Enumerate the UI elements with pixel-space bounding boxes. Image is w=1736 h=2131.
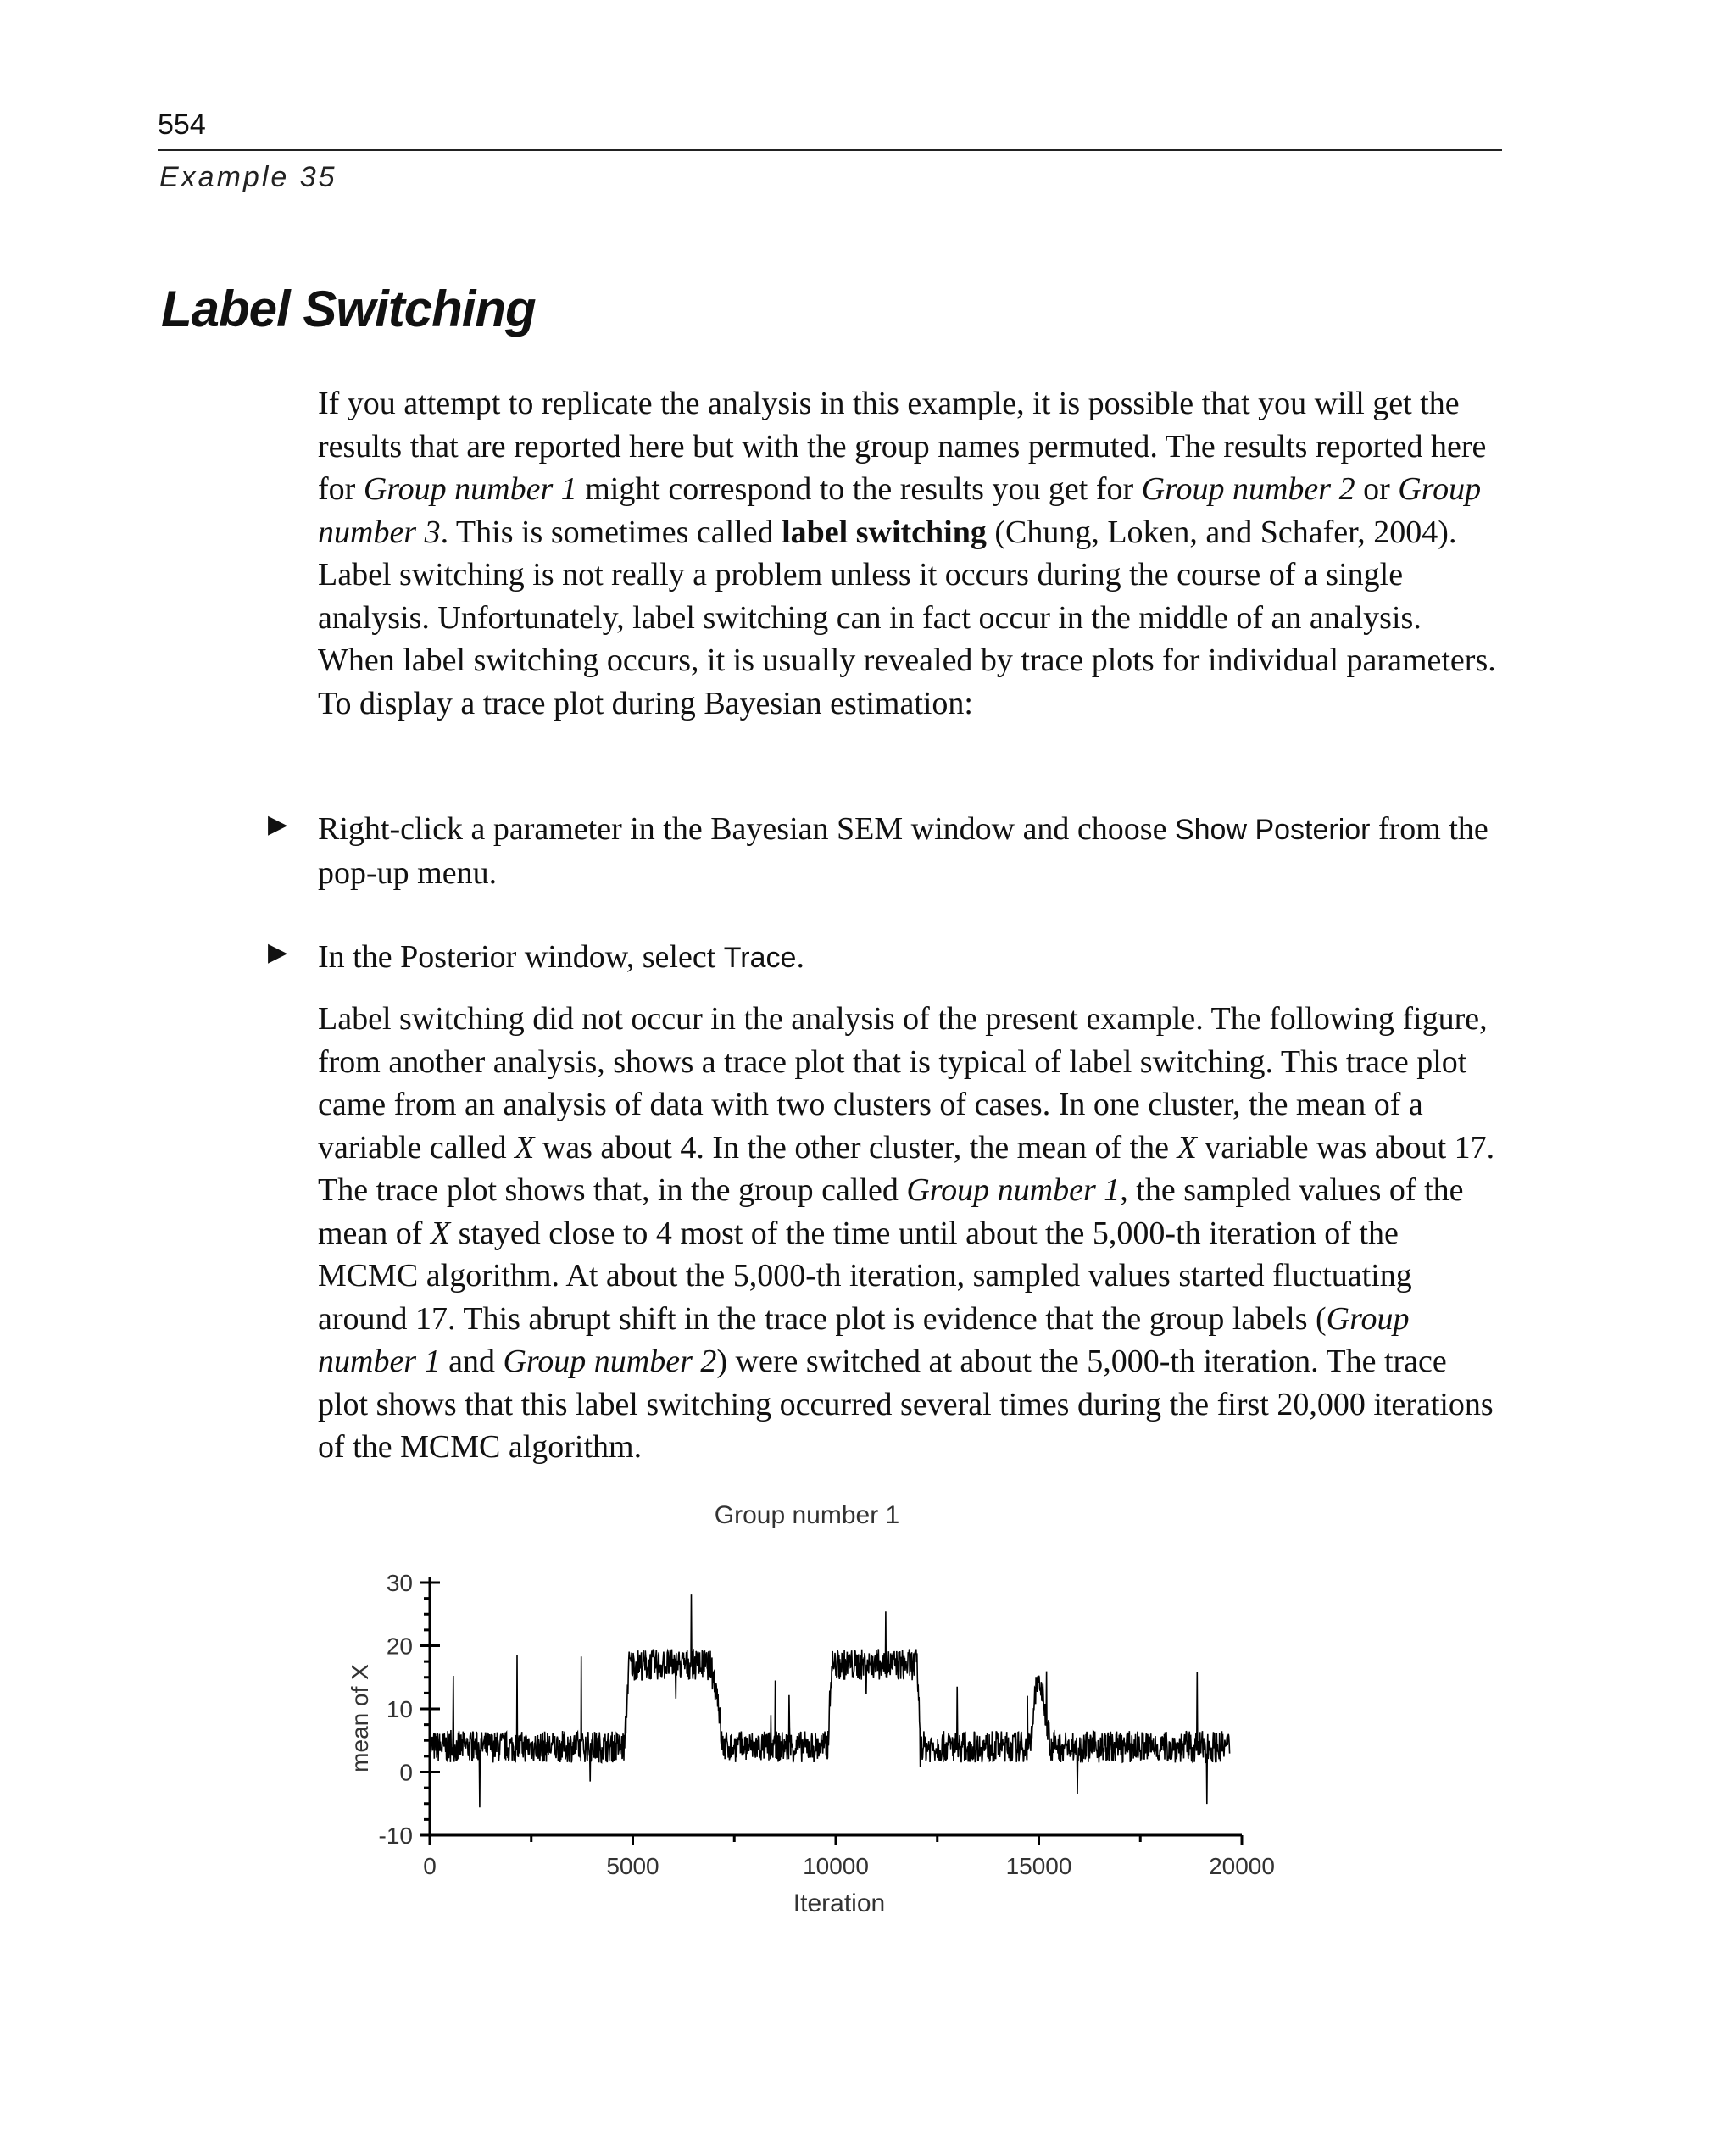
y-tick-label: 30 — [386, 1570, 413, 1596]
text-run: or — [1355, 471, 1399, 507]
ticks — [379, 1570, 1275, 1879]
text-run: . — [796, 939, 804, 975]
text-run: . This is sometimes called — [440, 514, 782, 550]
italic-term: Group number 2 — [503, 1344, 717, 1379]
text-run: might correspond to the results you get for — [576, 471, 1142, 507]
text-run: If you attempt to replicate the analysis in this example, it is possible that you will get the results that are reported here but with the group names permuted. The results reported here for — [318, 386, 1487, 507]
x-tick-label: 10000 — [803, 1853, 869, 1879]
page-number: 554 — [158, 108, 206, 141]
italic-term: Group number 3 — [318, 471, 1482, 550]
text-run: from the pop-up menu. — [318, 811, 1488, 891]
y-tick-label: -10 — [378, 1822, 413, 1849]
text-run: was about 4. In the other cluster, the mean of the — [534, 1129, 1177, 1166]
chart-title: Group number 1 — [714, 1501, 900, 1529]
bold-term: label switching — [782, 514, 987, 550]
bullet-text — [318, 936, 1505, 980]
ui-term: Trace — [723, 942, 797, 974]
trace-plot-chart — [322, 1488, 1288, 1945]
text-run: and — [440, 1344, 504, 1379]
paragraph-explanation — [318, 998, 1505, 1469]
axes — [430, 1577, 1242, 1835]
running-header: Example 35 — [159, 161, 337, 193]
text-run: Label switching did not occur in the analysis of the present example. The following figure, from another analysis, shows a trace plot that is typical of label switching. This trace plot came from an analysis of data with two clusters of cases. In one cluster, the mean of a variable called — [318, 1001, 1488, 1166]
header-rule — [158, 149, 1502, 151]
section-title: Label Switching — [161, 281, 536, 337]
text-run: , the sampled values of the mean of — [318, 1172, 1464, 1251]
x-tick-label: 20000 — [1209, 1853, 1275, 1879]
trace-series-line — [430, 1594, 1230, 1807]
bullet-arrow-icon: ▶ — [268, 938, 288, 967]
y-tick-label: 20 — [386, 1633, 413, 1660]
italic-term: X — [430, 1215, 451, 1251]
x-tick-label: 0 — [423, 1853, 437, 1879]
x-tick-label: 15000 — [1005, 1853, 1072, 1879]
bullet-text — [318, 808, 1505, 894]
italic-term: Group number 1 — [363, 471, 577, 507]
ui-term: Show Posterior — [1174, 814, 1371, 846]
y-tick-label: 0 — [399, 1759, 413, 1786]
y-tick-label: 10 — [386, 1696, 413, 1722]
bullet-arrow-icon: ▶ — [268, 810, 288, 839]
text-run: (Chung, Loken, and Schafer, 2004). Label switching is not really a problem unless it occurs during the course of a single analysis. Unfortunately, label switching can in fact occur in the middle of an analysis. When label switching occurs, it is usually revealed by trace plots for individual parameters. To display a trace plot during Bayesian estimation: — [318, 514, 1496, 721]
y-axis-label: mean of X — [347, 1664, 373, 1772]
italic-term: Group number 1 — [906, 1172, 1121, 1208]
italic-term: Group number 1 — [318, 1300, 1410, 1379]
text-run: In the Posterior window, select — [318, 939, 724, 975]
x-axis-label: Iteration — [793, 1889, 886, 1917]
italic-term: Group number 2 — [1141, 471, 1355, 507]
x-tick-label: 5000 — [606, 1853, 659, 1879]
italic-term: X — [1177, 1129, 1197, 1166]
paragraph-intro — [318, 382, 1505, 725]
text-run: stayed close to 4 most of the time until about the 5,000-th iteration of the MCMC algorithm. At about the 5,000-th iteration, sampled values started fluctuating around 17. This abrupt shift in the trace plot is evidence that the group labels ( — [318, 1215, 1412, 1337]
text-run: Right-click a parameter in the Bayesian SEM window and choose — [318, 811, 1175, 847]
text-run: ) were switched at about the 5,000-th iteration. The trace plot shows that this label switching occurred several times during the first 20,000 iterations of the MCMC algorithm. — [318, 1344, 1494, 1465]
text-run: variable was about 17. The trace plot shows that, in the group called — [318, 1129, 1495, 1208]
series — [430, 1594, 1230, 1807]
italic-term: X — [515, 1129, 535, 1166]
